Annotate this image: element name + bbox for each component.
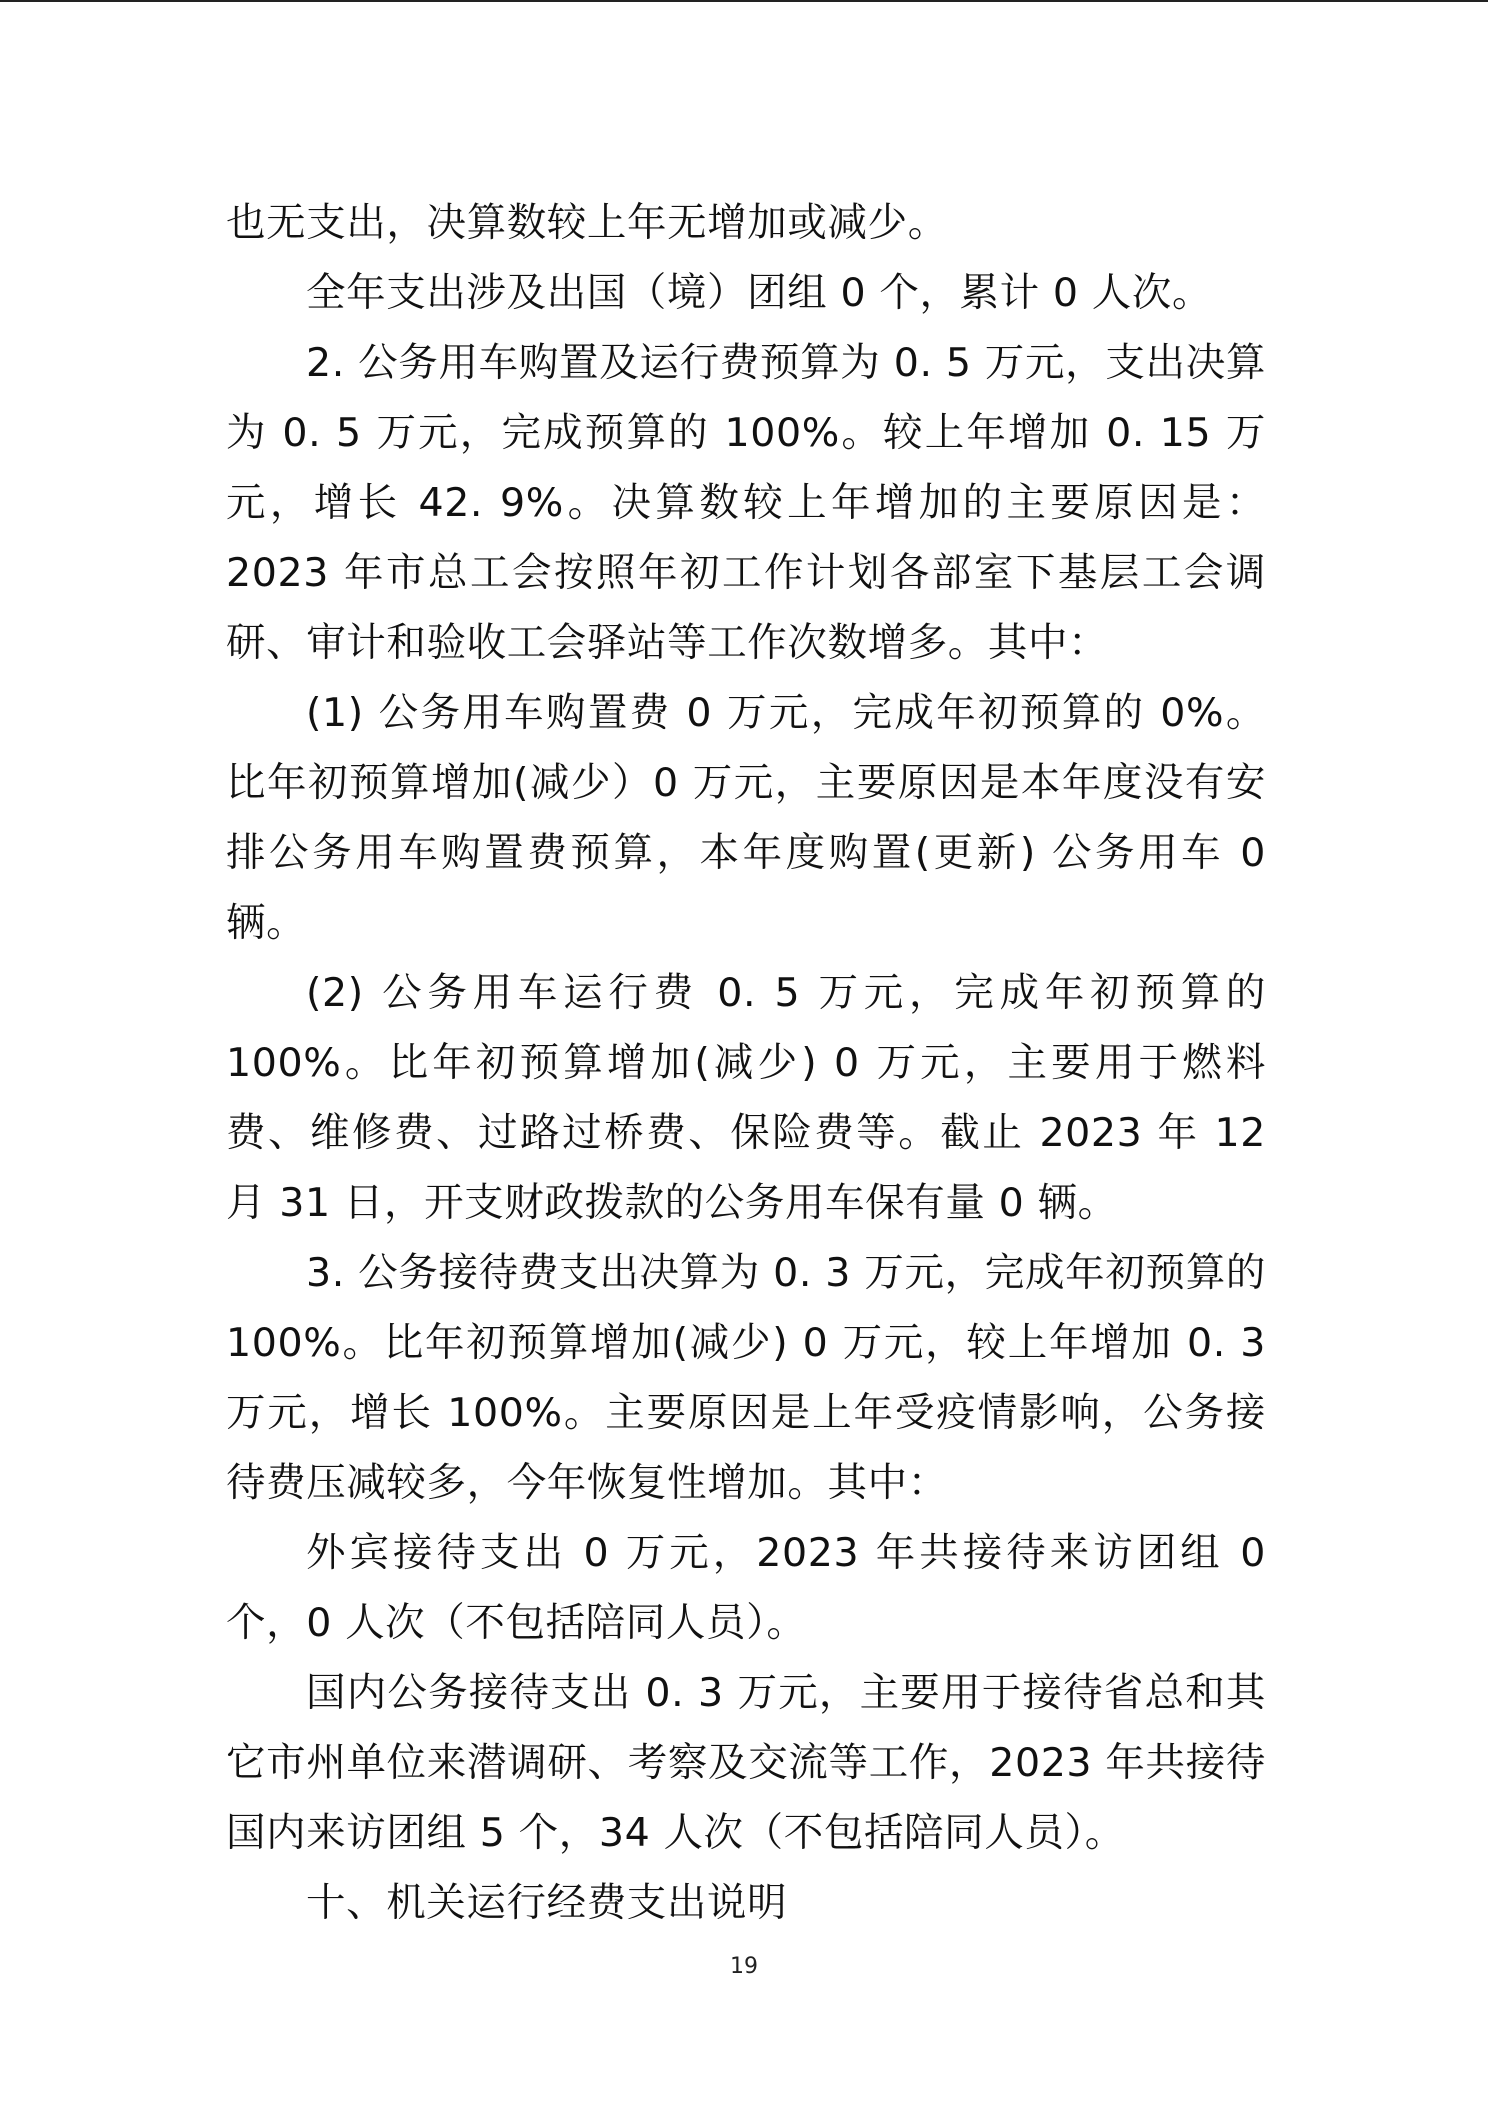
paragraph-foreign-reception: 外宾接待支出 0 万元，2023 年共接待来访团组 0 个，0 人次（不包括陪同人员）。: [226, 1530, 1266, 1646]
paragraph-vehicle-operation: (2) 公务用车运行费 0. 5 万元，完成年初预算的 100%。比年初预算增加(减少) 0 万元，主要用于燃料费、维修费、过路过桥费、保险费等。截止 2023 年 12 月 31 日，开支财政拨款的公务用车保有量 0 辆。: [226, 970, 1266, 1226]
paragraph-reception-expenses: 3. 公务接待费支出决算为 0. 3 万元，完成年初预算的 100%。比年初预算增加(减少) 0 万元，较上年增加 0. 3 万元，增长 100%。主要原因是上年受疫情影响，公务接待费压减较多，今年恢复性增加。其中：: [226, 1250, 1266, 1506]
page-number: 19: [730, 1954, 758, 1979]
top-border-line: [0, 0, 1488, 2]
paragraph-vehicle-purchase: (1) 公务用车购置费 0 万元，完成年初预算的 0%。比年初预算增加(减少）0 万元，主要原因是本年度没有安排公务用车购置费预算，本年度购置(更新) 公务用车 0 辆。: [226, 690, 1266, 946]
section-heading-operating-expenses: 十、机关运行经费支出说明: [306, 1880, 788, 1926]
paragraph-domestic-reception: 国内公务接待支出 0. 3 万元，主要用于接待省总和其它市州单位来潜调研、考察及交流等工作，2023 年共接待国内来访团组 5 个，34 人次（不包括陪同人员）。: [226, 1670, 1266, 1856]
document-body: [226, 188, 1266, 1938]
paragraph-overseas-groups: 全年支出涉及出国（境）团组 0 个，累计 0 人次。: [306, 270, 1213, 316]
paragraph-vehicle-expenses: 2. 公务用车购置及运行费预算为 0. 5 万元，支出决算为 0. 5 万元，完成预算的 100%。较上年增加 0. 15 万元，增长 42. 9%。决算数较上年增加的主要原因是：2023 年市总工会按照年初工作计划各部室下基层工会调研、审计和验收工会驿站等工作次数增多。其中：: [226, 340, 1267, 666]
paragraph-continuation: 也无支出，决算数较上年无增加或减少。: [226, 200, 948, 246]
